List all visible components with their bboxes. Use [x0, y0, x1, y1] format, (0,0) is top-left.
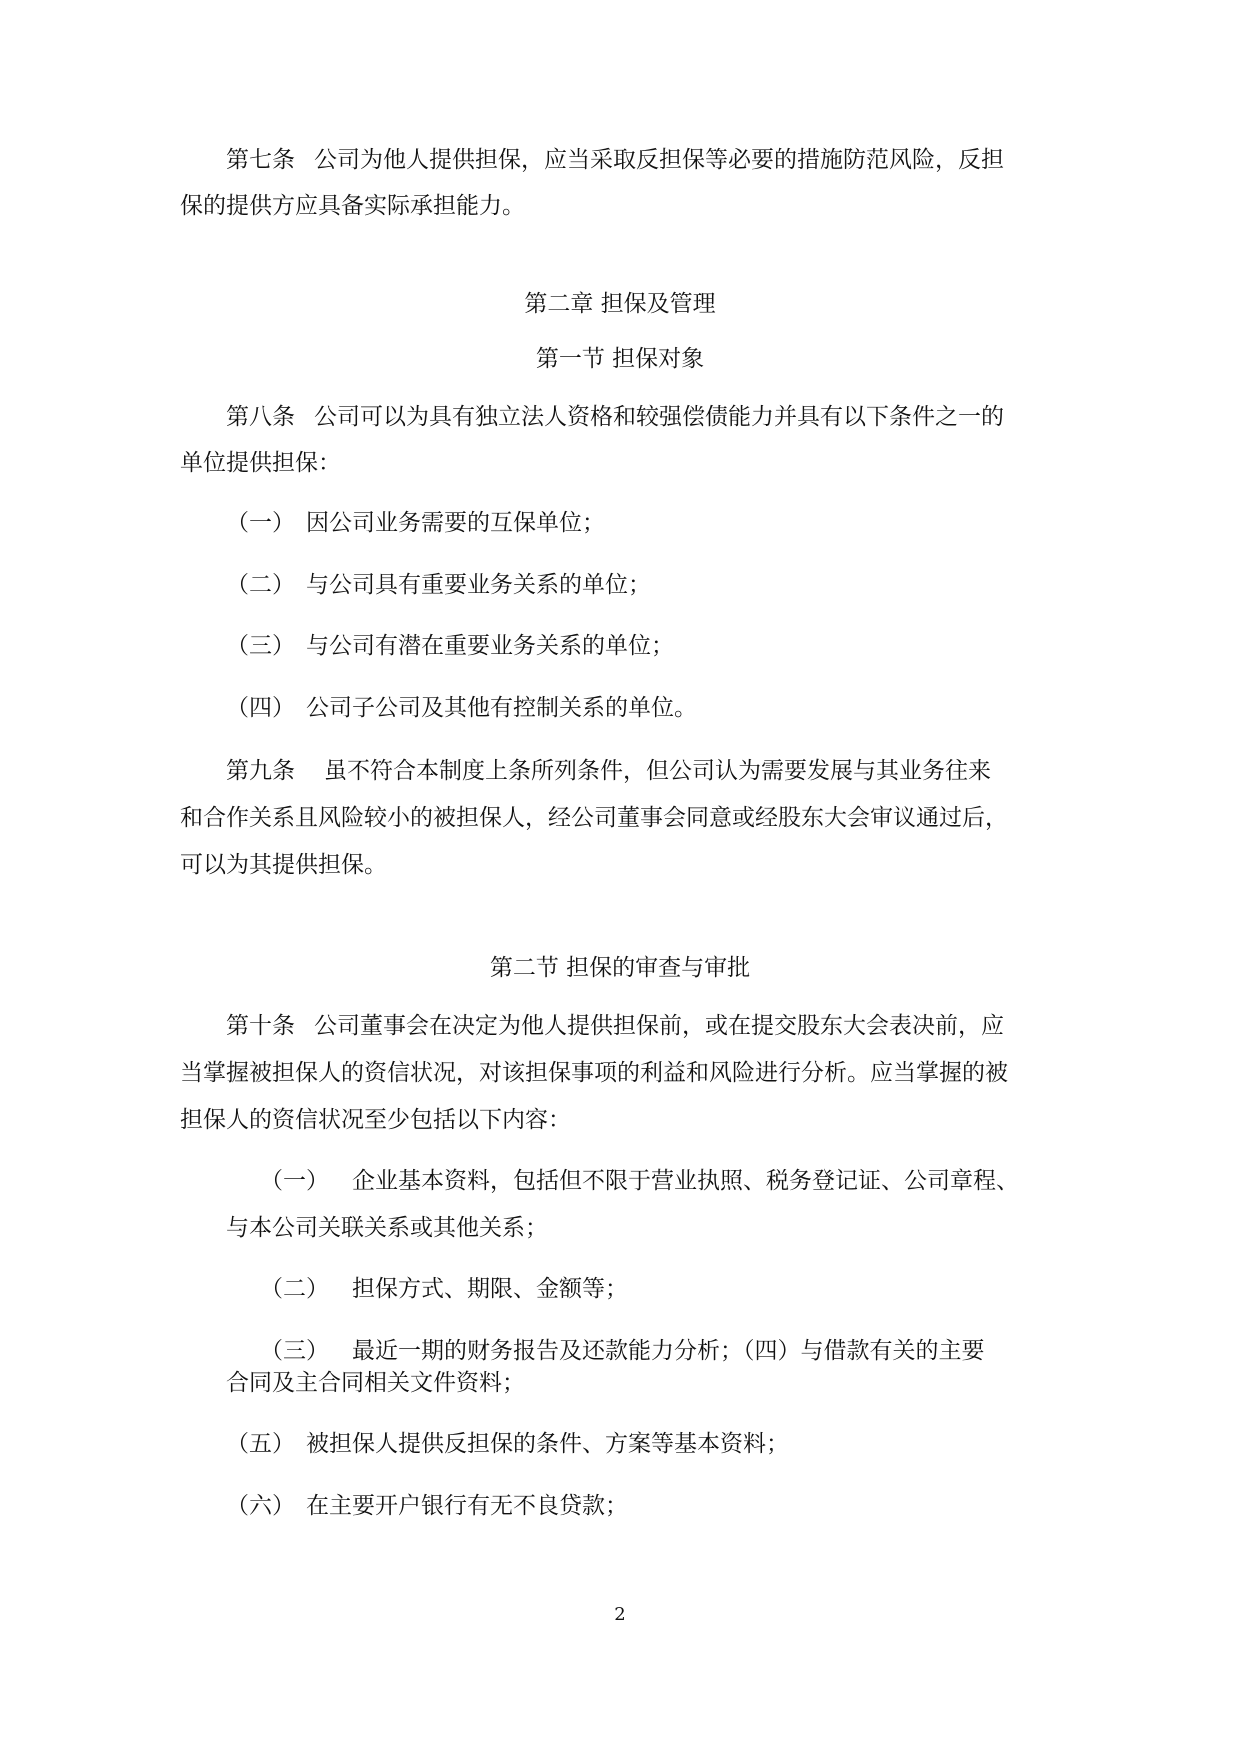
article10-item-5 — [226, 1429, 789, 1459]
article10-item-1-line1 — [260, 1166, 1019, 1196]
article8-item-3-text: 与公司有潜在重要业务关系的单位； — [306, 633, 674, 659]
article10-item-6-num: （六） — [226, 1493, 295, 1519]
article10-line1 — [226, 1011, 1004, 1041]
article9-line2: 和合作关系且风险较小的被担保人，经公司董事会同意或经股东大会审议通过后， — [180, 805, 1008, 831]
article8-text-line1: 公司可以为具有独立法人资格和较强偿债能力并具有以下条件之一的 — [314, 404, 1004, 430]
section2-title: 第二节 担保的审查与审批 — [489, 955, 751, 981]
chapter-title: 第二章 担保及管理 — [524, 291, 716, 317]
article10-item-5-text: 被担保人提供反担保的条件、方案等基本资料； — [306, 1431, 789, 1457]
article10-label: 第十条 — [226, 1013, 295, 1039]
article8-item-2-num: （二） — [226, 572, 295, 598]
article8-item-1 — [226, 508, 605, 538]
article10-text-line1: 公司董事会在决定为他人提供担保前，或在提交股东大会表决前，应 — [314, 1013, 1004, 1039]
article8-line2: 单位提供担保： — [180, 450, 341, 476]
article10-item-3-text-line1: 最近一期的财务报告及还款能力分析；（四）与借款有关的主要 — [352, 1338, 985, 1364]
article9-line3: 可以为其提供担保。 — [180, 852, 387, 878]
article8-item-3-num: （三） — [226, 633, 295, 659]
article8-item-2 — [226, 570, 651, 600]
article7-label: 第七条 — [226, 147, 295, 173]
article10-item-6 — [226, 1491, 628, 1521]
section1-title: 第一节 担保对象 — [535, 346, 705, 372]
article7-line2: 保的提供方应具备实际承担能力。 — [180, 193, 525, 219]
article7-line1 — [226, 145, 1004, 175]
article10-item-5-num: （五） — [226, 1431, 295, 1457]
article10-item-1-text-line1: 企业基本资料，包括但不限于营业执照、税务登记证、公司章程、 — [352, 1168, 1019, 1194]
article7-text-line1: 公司为他人提供担保，应当采取反担保等必要的措施防范风险，反担 — [314, 147, 1004, 173]
article10-item-2 — [260, 1274, 628, 1304]
article10-item-6-text: 在主要开户银行有无不良贷款； — [306, 1493, 628, 1519]
article10-item-1-num: （一） — [260, 1168, 329, 1194]
article8-line1 — [226, 402, 1004, 432]
article8-item-2-text: 与公司具有重要业务关系的单位； — [306, 572, 651, 598]
article10-item-3-line2: 合同及主合同相关文件资料； — [226, 1370, 525, 1396]
article8-item-1-num: （一） — [226, 510, 295, 536]
article9-label: 第九条 — [226, 758, 295, 784]
article10-item-3-line1 — [260, 1336, 985, 1366]
article9-text-line1: 虽不符合本制度上条所列条件，但公司认为需要发展与其业务往来 — [324, 758, 991, 784]
article8-label: 第八条 — [226, 404, 295, 430]
article10-line2: 当掌握被担保人的资信状况，对该担保事项的利益和风险进行分析。应当掌握的被 — [180, 1060, 1008, 1086]
article8-item-4 — [226, 693, 697, 723]
article10-line3: 担保人的资信状况至少包括以下内容： — [180, 1107, 571, 1133]
article9-line1 — [226, 756, 991, 786]
article8-item-1-text: 因公司业务需要的互保单位； — [306, 510, 605, 536]
article10-item-3-num: （三） — [260, 1338, 329, 1364]
article8-item-4-text: 公司子公司及其他有控制关系的单位。 — [306, 695, 697, 721]
article10-item-2-text: 担保方式、期限、金额等； — [352, 1276, 628, 1302]
page-number: 2 — [614, 1604, 626, 1625]
article10-item-1-line2: 与本公司关联关系或其他关系； — [226, 1215, 548, 1241]
article8-item-4-num: （四） — [226, 695, 295, 721]
article8-item-3 — [226, 631, 674, 661]
article10-item-2-num: （二） — [260, 1276, 329, 1302]
